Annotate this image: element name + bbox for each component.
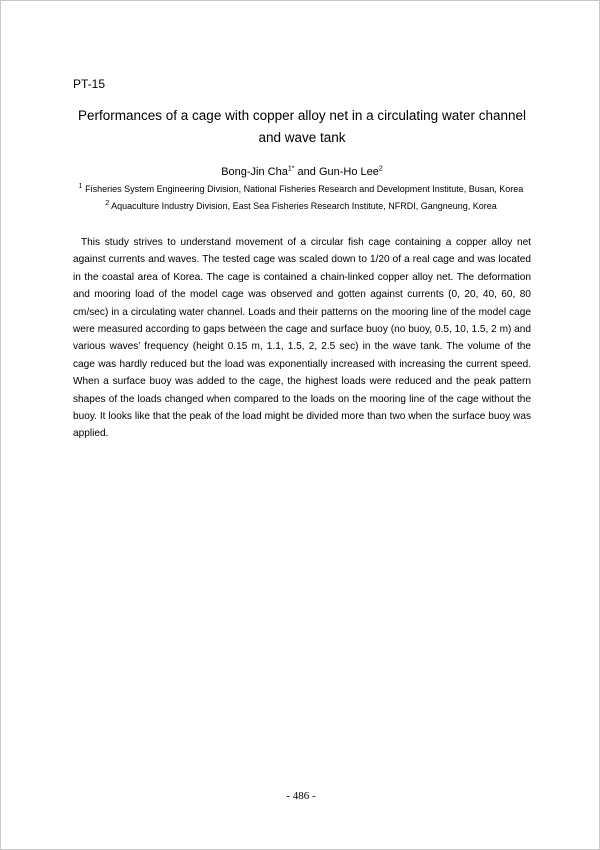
- author-affiliation-mark: 1*: [287, 165, 295, 173]
- abstract-paragraph: This study strives to understand movement of a circular fish cage containing a copper alloy net against currents and waves. The tested cage was scaled down to 1/20 of a real cage and was located in the coastal area of Korea. The cage is contained a chain-linked copper alloy net. The deformation and mooring load of the model cage was observed and gotten against currents (0, 20, 40, 60, 80 cm/sec) in a circulating water channel. Loads and their patterns on the mooring line of the model cage were measured according to gaps between the cage and surface buoy (no buoy, 0.5, 10, 1.5, 2 m) and various waves’ frequency (height 0.15 m, 1.1, 1.5, 2, 2.5 sec) in the wave tank. The volume of the cage was hardly reduced but the load was exponentially increased with increasing the current speed. When a surface buoy was added to the cage, the highest loads were reduced and the peak pattern shapes of the loads changed when compared to the loads on the mooring line of the cage without the buoy. It looks like that the peak of the load might be divided more than two when the surface buoy was applied.: [73, 237, 531, 440]
- author-conjunction: and: [294, 166, 319, 178]
- affiliation: [61, 200, 541, 212]
- page-number: - 486 -: [286, 790, 316, 802]
- paper-title: Performances of a cage with copper alloy net in a circulating water channel and wave tank: [78, 108, 526, 145]
- author-name: Bong-Jin Cha: [221, 166, 288, 178]
- affiliation-mark: 1: [78, 183, 83, 190]
- affiliation-text: Fisheries System Engineering Division, National Fisheries Research and Development Institute, Busan, Korea: [85, 184, 524, 194]
- affiliation-text: Aquaculture Industry Division, East Sea Fisheries Research Institute, NFRDI, Gangneung, Korea: [111, 201, 497, 211]
- affiliation-mark: 2: [105, 200, 110, 207]
- author-line: [73, 165, 531, 179]
- affiliation: [61, 183, 541, 195]
- paper-code: PT-15: [73, 77, 106, 91]
- author-affiliation-mark: 2: [378, 165, 383, 173]
- author-name: Gun-Ho Lee: [318, 166, 379, 178]
